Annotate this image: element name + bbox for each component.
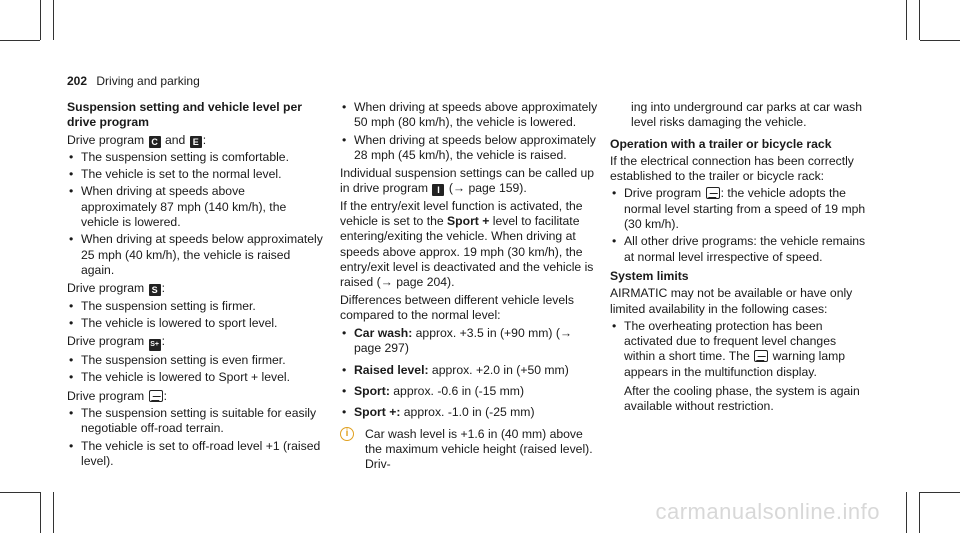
crop-mark: [906, 492, 907, 533]
drive-program-s: Drive program S :: [67, 281, 165, 296]
section-heading: Operation with a trailer or bicycle rack: [610, 136, 832, 151]
watermark: carmanualsonline.info: [655, 498, 880, 524]
offroad-warning-lamp-icon: [754, 350, 768, 362]
crop-mark: [0, 40, 40, 41]
crop-mark: [920, 492, 960, 493]
section-heading: System limits: [610, 268, 689, 283]
crop-mark: [920, 40, 960, 41]
crop-mark: [0, 492, 40, 493]
paragraph-entry-exit: If the entry/exit level function is activated, the vehicle is set to the Sport + level to facilitate entering/exiting the vehicle. When driving at speeds above approx. 19 mph (30 km/h), the entry/exit level is deactivated and the vehicle is raised (→ page 204).: [340, 198, 594, 290]
list-item: • When driving at speeds below approximately 25 mph (40 km/h), the vehicle is raised again.: [67, 232, 323, 278]
list-sport-plus: [67, 353, 323, 386]
sport-key-icon: S: [149, 284, 161, 296]
drive-program-s-plus: Drive program S+ :: [67, 334, 323, 351]
list-item: • Car wash: approx. +3.5 in (+90 mm) (→ page 297): [340, 326, 602, 357]
list-item: • When driving at speeds below approximately 28 mph (45 km/h), the vehicle is raised.: [340, 133, 602, 164]
column-right: [610, 100, 866, 418]
list-item: • Drive program : the vehicle adopts the normal level starting from a speed of 19 mph (30 km/h).: [610, 186, 866, 232]
list-item: • The vehicle is set to off-road level +1 (raised level).: [67, 439, 323, 470]
list-item: • The vehicle is lowered to sport level.: [67, 316, 323, 331]
eco-key-icon: E: [190, 136, 202, 148]
paragraph-trailer: If the electrical connection has been correctly established to the trailer or bicycle rack:: [610, 153, 854, 184]
list-trailer: [610, 186, 866, 264]
crop-mark: [53, 492, 54, 533]
crop-mark: [919, 492, 920, 533]
list-item: • When driving at speeds above approximately 87 mph (140 km/h), the vehicle is lowered.: [67, 184, 323, 230]
list-item: • Raised level: approx. +2.0 in (+50 mm): [340, 363, 602, 378]
page-number: 202: [67, 74, 88, 88]
section-title: Driving and parking: [96, 74, 200, 88]
list-sport: [67, 299, 323, 332]
page-header: [67, 74, 200, 89]
offroad-icon: [149, 390, 163, 402]
column-middle: [340, 100, 602, 473]
list-limits: [610, 319, 866, 415]
list-speeds: [340, 100, 602, 163]
list-offroad: [67, 406, 323, 469]
list-item: • The overheating protection has been activated due to frequent level changes within a short time. The warning lamp appears in the multifunction display. After the cooling phase, the system is again available without restriction.: [610, 319, 866, 415]
drive-program-offroad: Drive program :: [67, 388, 167, 403]
list-levels: [340, 326, 602, 420]
list-item: • The suspension setting is even firmer.: [67, 353, 323, 368]
offroad-icon: [706, 187, 720, 199]
list-item: • The vehicle is set to the normal level.: [67, 167, 323, 182]
list-item: • Sport +: approx. -1.0 in (-25 mm): [340, 405, 602, 420]
list-item: • The suspension setting is suitable for easily negotiable off-road terrain.: [67, 406, 323, 437]
list-comfort: [67, 150, 323, 278]
info-icon: i: [340, 427, 354, 441]
list-item: • All other drive programs: the vehicle remains at normal level irrespective of speed.: [610, 234, 866, 265]
crop-mark: [919, 0, 920, 40]
paragraph-individual: Individual suspension settings can be called up in drive program I (→ page 159).: [340, 166, 595, 196]
individual-key-icon: I: [432, 184, 444, 196]
list-item: • When driving at speeds above approximately 50 mph (80 km/h), the vehicle is lowered.: [340, 100, 602, 131]
list-item: • The suspension setting is comfortable.: [67, 150, 323, 165]
section-heading: Suspension setting and vehicle level per drive program: [67, 100, 303, 130]
crop-mark: [906, 0, 907, 40]
crop-mark: [53, 0, 54, 40]
list-item: • The vehicle is lowered to Sport + level.: [67, 370, 323, 385]
sport-plus-key-icon: S+: [149, 339, 161, 351]
list-item: • Sport: approx. -0.6 in (-15 mm): [340, 384, 602, 399]
comfort-key-icon: C: [149, 136, 161, 148]
list-item: • The suspension setting is firmer.: [67, 299, 323, 314]
column-left: [67, 100, 323, 472]
crop-mark: [40, 0, 41, 40]
crop-mark: [40, 492, 41, 533]
list-item-sub: After the cooling phase, the system is again available without restriction.: [624, 384, 860, 414]
info-note: i Car wash level is +1.6 in (40 mm) above the maximum vehicle height (raised level). Driv-: [340, 427, 602, 473]
paragraph-differences: Differences between different vehicle levels compared to the normal level:: [340, 292, 574, 322]
note-continuation: ing into underground car parks at car wash level risks damaging the vehicle.: [631, 100, 863, 130]
paragraph-limits: AIRMATIC may not be available or have only limited availability in the following cases:: [610, 286, 853, 316]
drive-program-c-e: Drive program C and E :: [67, 132, 207, 147]
